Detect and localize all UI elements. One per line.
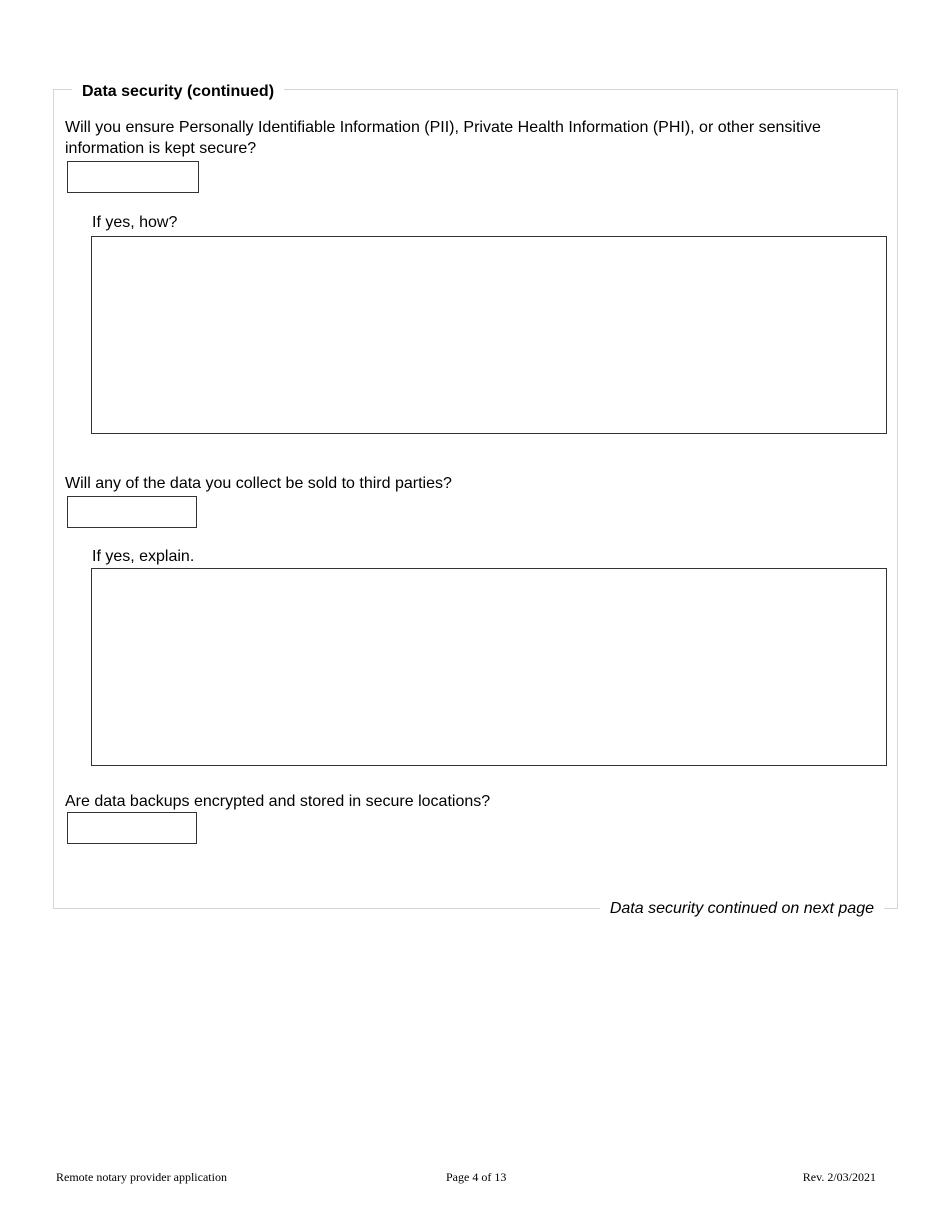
section-title: Data security (continued) bbox=[72, 82, 284, 102]
pii-followup-label: If yes, how? bbox=[92, 214, 178, 231]
pii-followup-textarea[interactable] bbox=[91, 236, 887, 434]
data-sold-followup-label: If yes, explain. bbox=[92, 548, 195, 565]
footer-form-title: Remote notary provider application bbox=[56, 1170, 227, 1184]
data-sold-answer-field[interactable] bbox=[67, 496, 197, 528]
data-sold-followup-textarea[interactable] bbox=[91, 568, 887, 766]
question-data-sold: Will any of the data you collect be sold to third parties? bbox=[65, 475, 452, 492]
footer-page-number: Page 4 of 13 bbox=[446, 1170, 507, 1184]
footer-revision: Rev. 2/03/2021 bbox=[802, 1170, 876, 1184]
backups-encrypted-answer-field[interactable] bbox=[67, 812, 197, 844]
question-pii-secure: Will you ensure Personally Identifiable Information (PII), Private Health Information (PHI), or other sensitive information is kept secure? bbox=[65, 119, 821, 157]
continued-note: Data security continued on next page bbox=[600, 899, 884, 919]
question-backups-encrypted: Are data backups encrypted and stored in secure locations? bbox=[65, 793, 491, 810]
pii-secure-answer-field[interactable] bbox=[67, 161, 199, 193]
